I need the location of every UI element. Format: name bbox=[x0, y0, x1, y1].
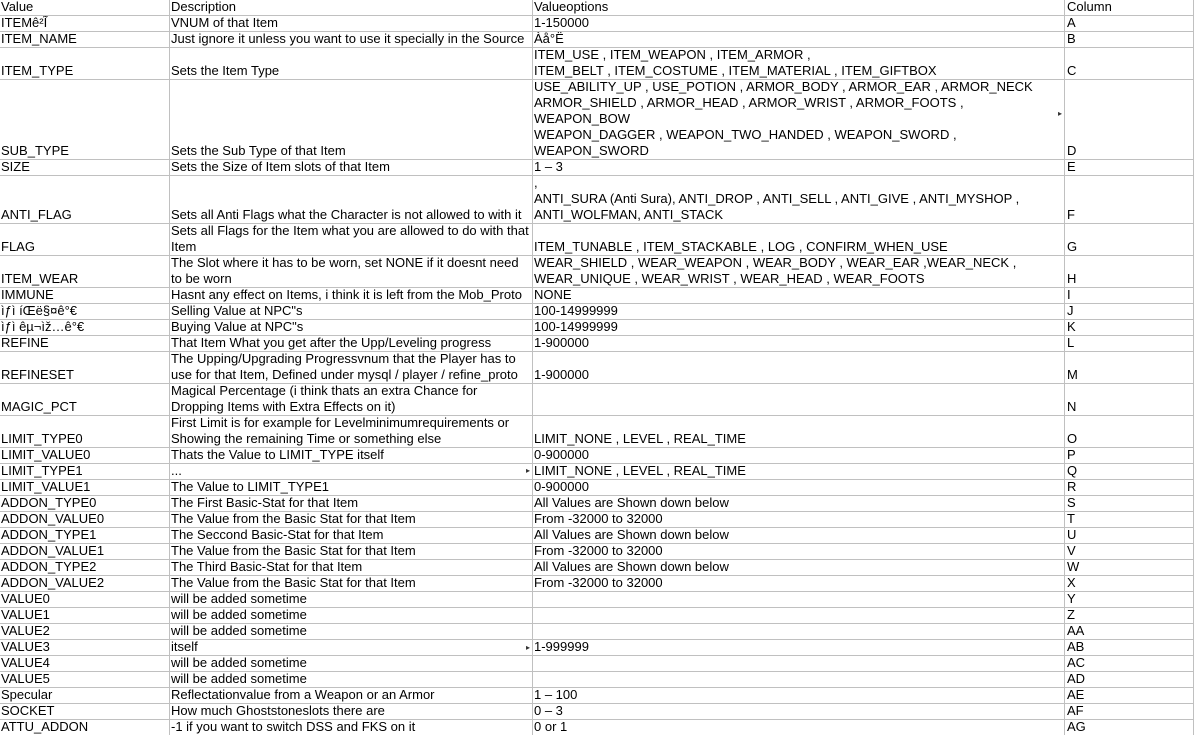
cell-description[interactable]: The First Basic-Stat for that Item bbox=[170, 496, 533, 512]
cell-valueoptions[interactable]: 1-150000 bbox=[533, 16, 1065, 32]
cell-valueoptions[interactable]: 1-900000 bbox=[533, 352, 1065, 384]
cell-value[interactable]: VALUE0 bbox=[0, 592, 170, 608]
cell-value[interactable]: MAGIC_PCT bbox=[0, 384, 170, 416]
cell-column[interactable]: B bbox=[1065, 32, 1194, 48]
cell-value[interactable]: LIMIT_VALUE0 bbox=[0, 448, 170, 464]
cell-value[interactable]: ADDON_TYPE2 bbox=[0, 560, 170, 576]
cell-value[interactable]: ITEMê²Ĩ bbox=[0, 16, 170, 32]
cell-valueoptions[interactable] bbox=[533, 656, 1065, 672]
cell-valueoptions[interactable]: LIMIT_NONE , LEVEL , REAL_TIME bbox=[533, 416, 1065, 448]
cell-column[interactable]: AF bbox=[1065, 704, 1194, 720]
cell-description[interactable]: Just ignore it unless you want to use it specially in the Source bbox=[170, 32, 533, 48]
cell-column[interactable]: AA bbox=[1065, 624, 1194, 640]
cell-description[interactable]: Sets the Item Type bbox=[170, 48, 533, 80]
header-description[interactable]: Description bbox=[170, 0, 533, 16]
cell-valueoptions[interactable]: 100-14999999 bbox=[533, 304, 1065, 320]
cell-value[interactable]: FLAG bbox=[0, 224, 170, 256]
cell-valueoptions[interactable]: All Values are Shown down below bbox=[533, 528, 1065, 544]
cell-value[interactable]: SUB_TYPE bbox=[0, 80, 170, 160]
cell-valueoptions[interactable]: 100-14999999 bbox=[533, 320, 1065, 336]
cell-value[interactable]: ADDON_VALUE1 bbox=[0, 544, 170, 560]
cell-description[interactable]: will be added sometime bbox=[170, 624, 533, 640]
cell-description[interactable]: VNUM of that Item bbox=[170, 16, 533, 32]
cell-valueoptions[interactable] bbox=[533, 608, 1065, 624]
cell-value[interactable]: ITEM_NAME bbox=[0, 32, 170, 48]
cell-description[interactable]: will be added sometime bbox=[170, 672, 533, 688]
cell-column[interactable]: N bbox=[1065, 384, 1194, 416]
cell-value[interactable]: SIZE bbox=[0, 160, 170, 176]
comment-marker-icon: ▸ bbox=[526, 643, 531, 652]
cell-column[interactable]: I bbox=[1065, 288, 1194, 304]
cell-value[interactable]: LIMIT_VALUE1 bbox=[0, 480, 170, 496]
cell-value[interactable]: LIMIT_TYPE1 bbox=[0, 464, 170, 480]
cell-column[interactable]: AE bbox=[1065, 688, 1194, 704]
cell-column[interactable]: K bbox=[1065, 320, 1194, 336]
cell-description[interactable]: The Upping/Upgrading Progressvnum that the Player has to use for that Item, Defined under mysql / player / refine_proto bbox=[170, 352, 533, 384]
cell-valueoptions[interactable]: From -32000 to 32000 bbox=[533, 576, 1065, 592]
comment-marker-icon: ▸ bbox=[1058, 109, 1063, 118]
cell-valueoptions[interactable]: Àå°Ë bbox=[533, 32, 1065, 48]
comment-marker-icon: ▸ bbox=[526, 466, 531, 475]
cell-value[interactable]: REFINESET bbox=[0, 352, 170, 384]
cell-value[interactable]: ATTU_ADDON bbox=[0, 720, 170, 735]
cell-description[interactable]: ... bbox=[170, 464, 533, 480]
cell-column[interactable]: Z bbox=[1065, 608, 1194, 624]
cell-description[interactable]: will be added sometime bbox=[170, 608, 533, 624]
cell-valueoptions[interactable] bbox=[533, 384, 1065, 416]
cell-valueoptions[interactable]: ITEM_TUNABLE , ITEM_STACKABLE , LOG , CONFIRM_WHEN_USE bbox=[533, 224, 1065, 256]
cell-description[interactable]: Reflectationvalue from a Weapon or an Armor bbox=[170, 688, 533, 704]
cell-value[interactable]: ìƒì íŒë§¤ê°€ bbox=[0, 304, 170, 320]
cell-valueoptions[interactable]: USE_ABILITY_UP , USE_POTION , ARMOR_BODY , ARMOR_EAR , ARMOR_NECK ARMOR_SHIELD , ARMOR_HEAD , ARMOR_WRIST , ARMOR_FOOTS , WEAPON_BOW WEAPON_DAGGER , WEAPON_TWO_HANDED , WEAPON_SWORD , WEAPON_SWORD bbox=[533, 80, 1065, 160]
cell-column[interactable]: L bbox=[1065, 336, 1194, 352]
cell-description[interactable]: Sets all Flags for the Item what you are allowed to do with that Item bbox=[170, 224, 533, 256]
cell-column[interactable]: AB bbox=[1065, 640, 1194, 656]
cell-value[interactable]: Specular bbox=[0, 688, 170, 704]
cell-value[interactable]: ADDON_VALUE0 bbox=[0, 512, 170, 528]
cell-description[interactable]: First Limit is for example for Levelminimumrequirements or Showing the remaining Time or something else bbox=[170, 416, 533, 448]
cell-value[interactable]: VALUE1 bbox=[0, 608, 170, 624]
cell-column[interactable]: V bbox=[1065, 544, 1194, 560]
cell-description[interactable]: The Value from the Basic Stat for that Item bbox=[170, 576, 533, 592]
cell-description[interactable]: Sets the Sub Type of that Item bbox=[170, 80, 533, 160]
cell-description[interactable]: Buying Value at NPC"s bbox=[170, 320, 533, 336]
cell-valueoptions[interactable]: WEAR_SHIELD , WEAR_WEAPON , WEAR_BODY , WEAR_EAR ,WEAR_NECK , WEAR_UNIQUE , WEAR_WRIST , WEAR_HEAD , WEAR_FOOTS bbox=[533, 256, 1065, 288]
cell-value[interactable]: ADDON_VALUE2 bbox=[0, 576, 170, 592]
cell-valueoptions[interactable]: 0 or 1 bbox=[533, 720, 1065, 735]
cell-value[interactable]: ìƒì êµ¬ìž…ê°€ bbox=[0, 320, 170, 336]
cell-column[interactable]: J bbox=[1065, 304, 1194, 320]
cell-valueoptions[interactable]: 0-900000 bbox=[533, 448, 1065, 464]
cell-column[interactable]: H bbox=[1065, 256, 1194, 288]
cell-column[interactable]: A bbox=[1065, 16, 1194, 32]
cell-description[interactable]: Hasnt any effect on Items, i think it is left from the Mob_Proto bbox=[170, 288, 533, 304]
cell-value[interactable]: LIMIT_TYPE0 bbox=[0, 416, 170, 448]
cell-column[interactable]: Q bbox=[1065, 464, 1194, 480]
cell-column[interactable]: P bbox=[1065, 448, 1194, 464]
cell-column[interactable]: AC bbox=[1065, 656, 1194, 672]
cell-description[interactable]: The Value from the Basic Stat for that Item bbox=[170, 544, 533, 560]
cell-column[interactable]: R bbox=[1065, 480, 1194, 496]
cell-description[interactable]: Thats the Value to LIMIT_TYPE itself bbox=[170, 448, 533, 464]
cell-value[interactable]: ADDON_TYPE1 bbox=[0, 528, 170, 544]
cell-description[interactable]: Magical Percentage (i think thats an extra Chance for Dropping Items with Extra Effects on it) bbox=[170, 384, 533, 416]
cell-valueoptions[interactable]: All Values are Shown down below bbox=[533, 496, 1065, 512]
cell-description[interactable]: The Value from the Basic Stat for that Item bbox=[170, 512, 533, 528]
cell-value[interactable]: ITEM_TYPE bbox=[0, 48, 170, 80]
cell-valueoptions[interactable]: From -32000 to 32000 bbox=[533, 512, 1065, 528]
cell-column[interactable]: M bbox=[1065, 352, 1194, 384]
cell-valueoptions[interactable]: From -32000 to 32000 bbox=[533, 544, 1065, 560]
cell-valueoptions[interactable]: 1-999999 bbox=[533, 640, 1065, 656]
cell-value[interactable]: ANTI_FLAG bbox=[0, 176, 170, 224]
cell-valueoptions[interactable]: LIMIT_NONE , LEVEL , REAL_TIME bbox=[533, 464, 1065, 480]
cell-column[interactable]: AD bbox=[1065, 672, 1194, 688]
cell-column[interactable]: S bbox=[1065, 496, 1194, 512]
cell-valueoptions[interactable]: 0-900000 bbox=[533, 480, 1065, 496]
cell-value[interactable]: VALUE4 bbox=[0, 656, 170, 672]
cell-description[interactable]: The Value to LIMIT_TYPE1 bbox=[170, 480, 533, 496]
cell-column[interactable]: G bbox=[1065, 224, 1194, 256]
cell-column[interactable]: F bbox=[1065, 176, 1194, 224]
cell-description[interactable]: -1 if you want to switch DSS and FKS on it bbox=[170, 720, 533, 735]
cell-description[interactable]: will be added sometime bbox=[170, 592, 533, 608]
cell-description[interactable]: The Seccond Basic-Stat for that Item bbox=[170, 528, 533, 544]
cell-value[interactable]: IMMUNE bbox=[0, 288, 170, 304]
cell-value[interactable]: VALUE5 bbox=[0, 672, 170, 688]
cell-description[interactable]: That Item What you get after the Upp/Leveling progress bbox=[170, 336, 533, 352]
cell-value[interactable]: SOCKET bbox=[0, 704, 170, 720]
cell-valueoptions[interactable]: All Values are Shown down below bbox=[533, 560, 1065, 576]
cell-description[interactable]: Sets all Anti Flags what the Character is not allowed to with it bbox=[170, 176, 533, 224]
cell-column[interactable]: AG bbox=[1065, 720, 1194, 735]
cell-valueoptions[interactable] bbox=[533, 624, 1065, 640]
header-value[interactable]: Value bbox=[0, 0, 170, 16]
cell-column[interactable]: T bbox=[1065, 512, 1194, 528]
cell-column[interactable]: W bbox=[1065, 560, 1194, 576]
cell-valueoptions[interactable]: ITEM_USE , ITEM_WEAPON , ITEM_ARMOR , ITEM_BELT , ITEM_COSTUME , ITEM_MATERIAL , ITEM_GIFTBOX bbox=[533, 48, 1065, 80]
cell-value[interactable]: REFINE bbox=[0, 336, 170, 352]
cell-valueoptions[interactable]: NONE bbox=[533, 288, 1065, 304]
cell-value[interactable]: ITEM_WEAR bbox=[0, 256, 170, 288]
cell-value[interactable]: ADDON_TYPE0 bbox=[0, 496, 170, 512]
cell-column[interactable]: X bbox=[1065, 576, 1194, 592]
cell-column[interactable]: C bbox=[1065, 48, 1194, 80]
cell-description[interactable]: will be added sometime bbox=[170, 656, 533, 672]
cell-value[interactable]: VALUE2 bbox=[0, 624, 170, 640]
cell-valueoptions[interactable]: 1-900000 bbox=[533, 336, 1065, 352]
cell-valueoptions[interactable]: 0 – 3 bbox=[533, 704, 1065, 720]
cell-description[interactable]: The Slot where it has to be worn, set NONE if it doesnt need to be worn bbox=[170, 256, 533, 288]
cell-description[interactable]: The Third Basic-Stat for that Item bbox=[170, 560, 533, 576]
cell-valueoptions[interactable]: 1 – 100 bbox=[533, 688, 1065, 704]
header-column[interactable]: Column bbox=[1065, 0, 1194, 16]
cell-description[interactable]: itself bbox=[170, 640, 533, 656]
cell-valueoptions[interactable]: , ANTI_SURA (Anti Sura), ANTI_DROP , ANTI_SELL , ANTI_GIVE , ANTI_MYSHOP , ANTI_WOLFMAN, ANTI_STACK bbox=[533, 176, 1065, 224]
cell-column[interactable]: D bbox=[1065, 80, 1194, 160]
cell-description[interactable]: Selling Value at NPC"s bbox=[170, 304, 533, 320]
cell-description[interactable]: How much Ghoststoneslots there are bbox=[170, 704, 533, 720]
cell-value[interactable]: VALUE3 bbox=[0, 640, 170, 656]
cell-valueoptions[interactable]: 1 – 3 bbox=[533, 160, 1065, 176]
cell-valueoptions[interactable] bbox=[533, 592, 1065, 608]
cell-valueoptions[interactable] bbox=[533, 672, 1065, 688]
cell-column[interactable]: Y bbox=[1065, 592, 1194, 608]
cell-column[interactable]: O bbox=[1065, 416, 1194, 448]
cell-column[interactable]: E bbox=[1065, 160, 1194, 176]
cell-column[interactable]: U bbox=[1065, 528, 1194, 544]
cell-description[interactable]: Sets the Size of Item slots of that Item bbox=[170, 160, 533, 176]
header-valueoptions[interactable]: Valueoptions bbox=[533, 0, 1065, 16]
